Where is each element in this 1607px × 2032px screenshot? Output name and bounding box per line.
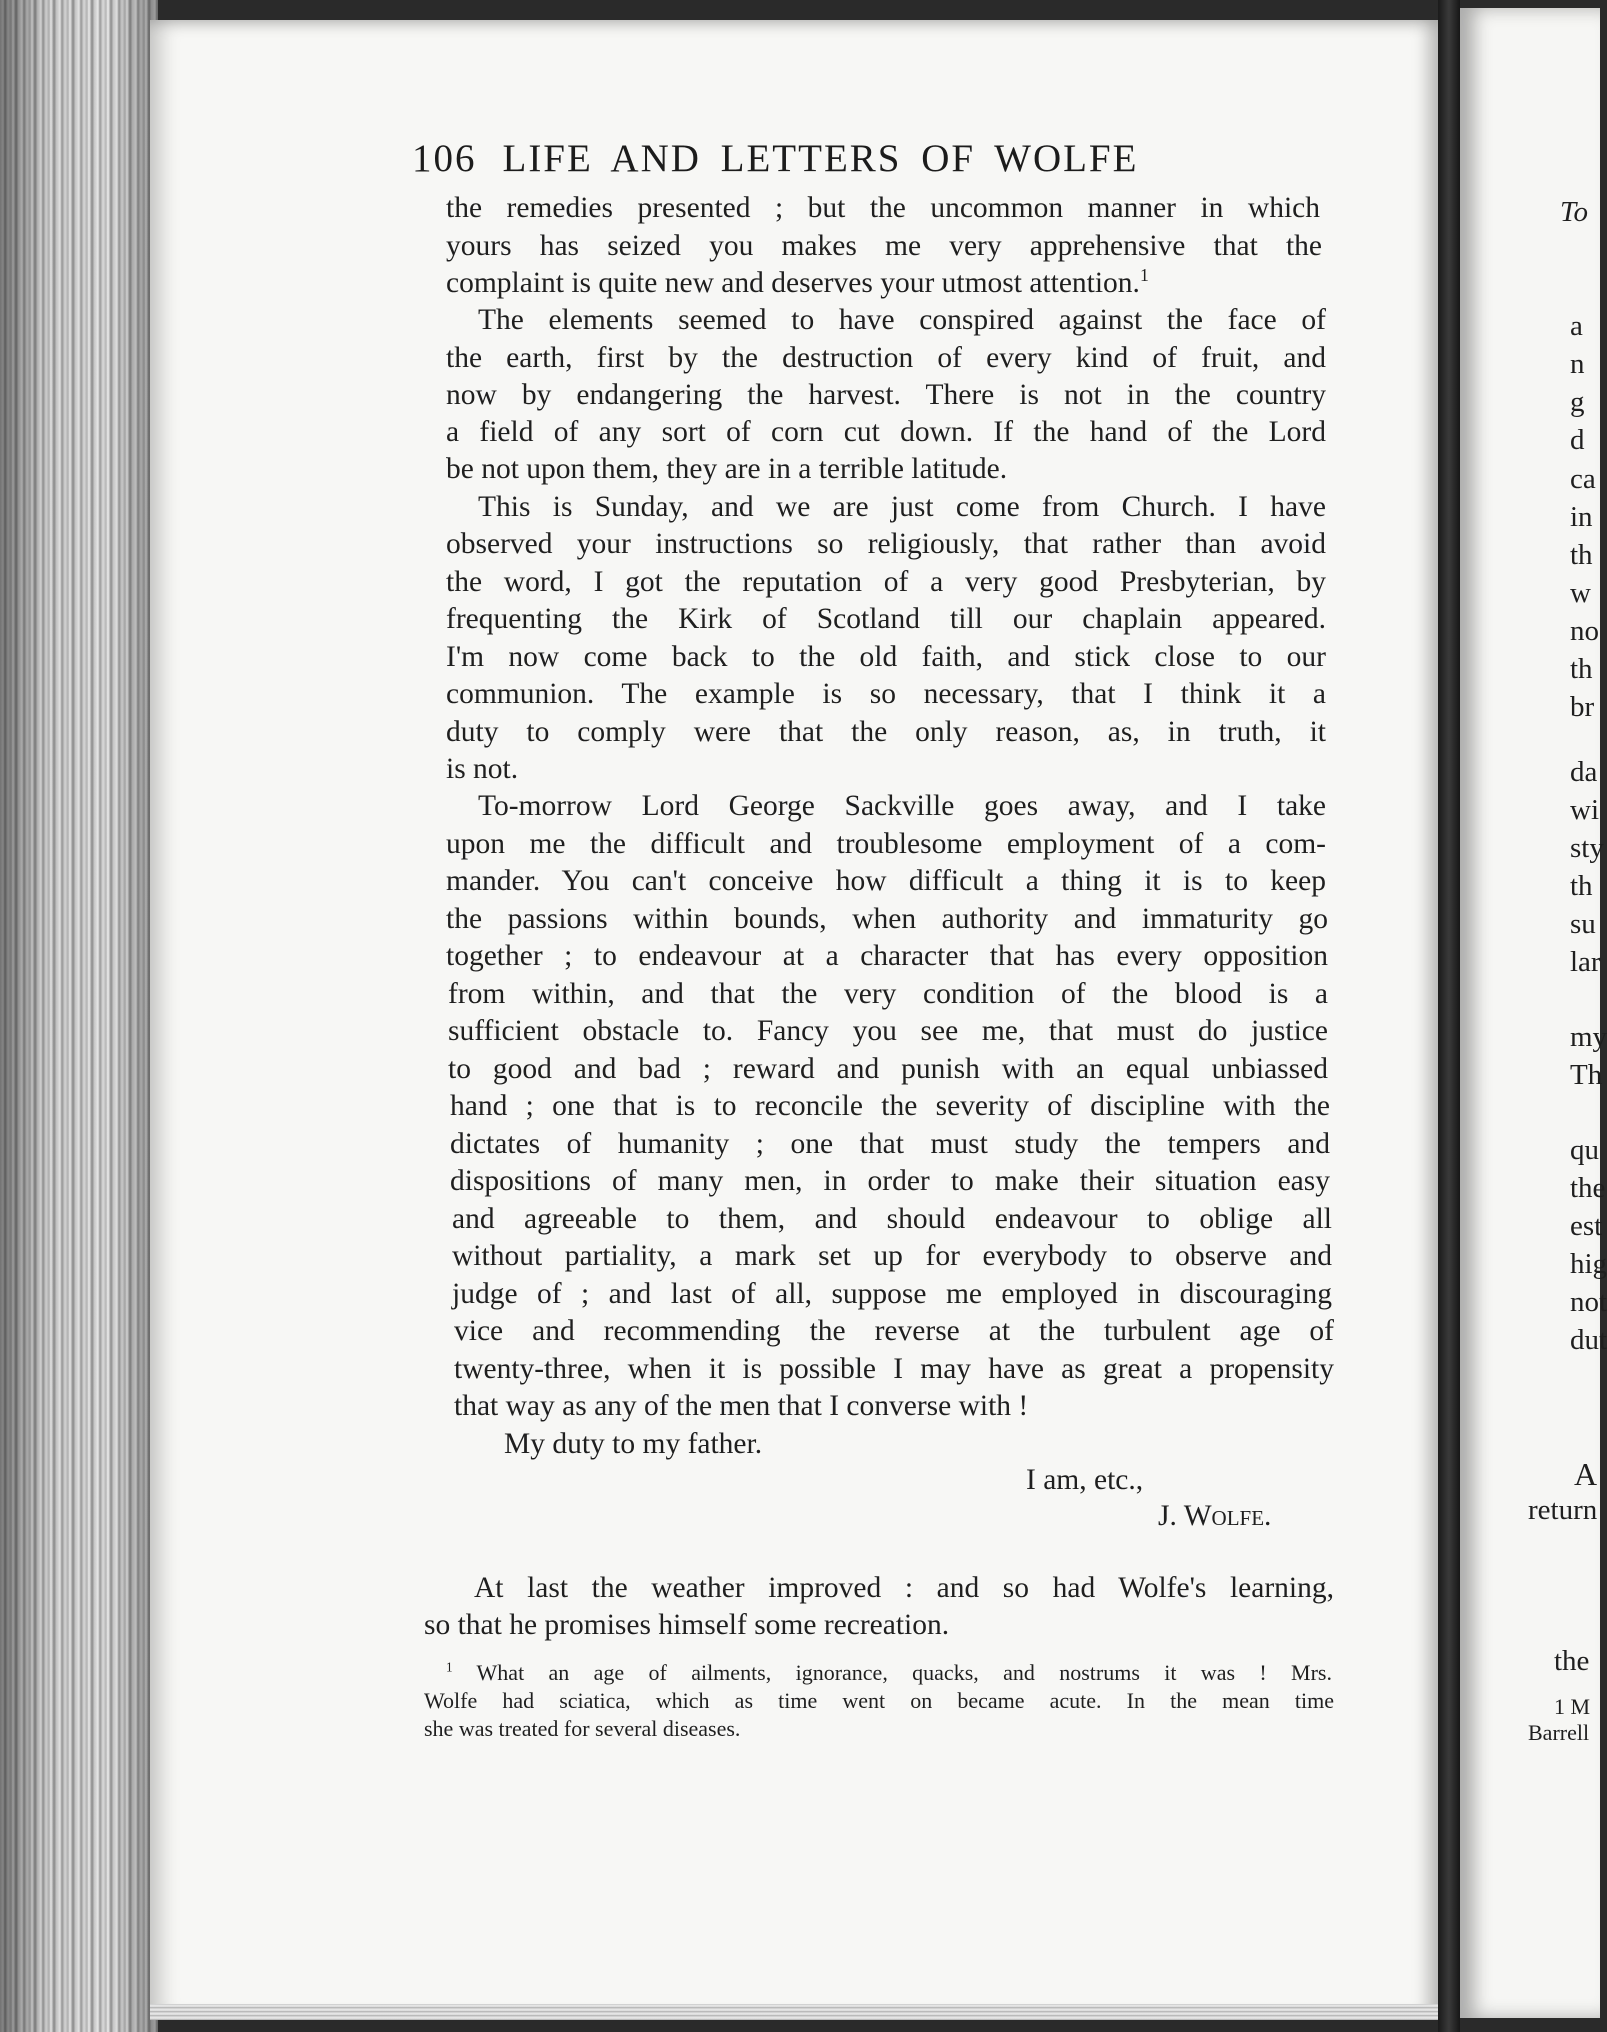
right-page-fragment: d xyxy=(1570,424,1585,456)
right-page-fragment: not xyxy=(1570,1286,1607,1318)
text-line: sufficient obstacle to. Fancy you see me, that must do justice xyxy=(448,1015,1328,1047)
right-page-fragment: the xyxy=(1570,1172,1606,1204)
right-page-fragment: 1 M xyxy=(1554,1694,1591,1719)
text-line: The elements seemed to have conspired against the face of xyxy=(478,304,1326,336)
right-page-fragment: A xyxy=(1574,1456,1598,1492)
right-page-fragment: my xyxy=(1570,1021,1607,1053)
footnote-line: Wolfe had sciatica, which as time went on became acute. In the mean time xyxy=(424,1688,1334,1713)
right-page-fragment: lar xyxy=(1570,946,1601,978)
right-page-fragment: hig xyxy=(1570,1248,1607,1280)
text-line: to good and bad ; reward and punish with an equal unbiassed xyxy=(448,1053,1328,1085)
right-page-fragment: n xyxy=(1570,348,1585,380)
right-page-fragment: Barrell xyxy=(1528,1720,1590,1745)
text-line: a field of any sort of corn cut down. If the hand of the Lord xyxy=(446,416,1326,448)
text-line: This is Sunday, and we are just come from Church. I have xyxy=(478,491,1326,523)
text-line: now by endangering the harvest. There is not in the country xyxy=(446,379,1326,411)
footnote-marker: 1 xyxy=(1139,265,1149,286)
page-bottom-edge xyxy=(150,2004,1438,2020)
text-line: hand ; one that is to reconcile the severity of discipline with the xyxy=(450,1090,1330,1122)
running-head xyxy=(412,136,1282,181)
right-page-fragment: th xyxy=(1570,653,1593,685)
text-line: communion. The example is so necessary, that I think it a xyxy=(446,678,1326,710)
right-page-fragment: ca xyxy=(1570,463,1596,495)
page-edges-shadow xyxy=(0,0,158,2032)
right-page-fragment: in xyxy=(1570,501,1593,533)
text-line: upon me the difficult and troublesome employment of a com- xyxy=(446,828,1326,860)
right-page-fragment: g xyxy=(1570,386,1585,418)
text-line: judge of ; and last of all, suppose me employed in discouraging xyxy=(452,1278,1332,1310)
text-line: mander. You can't conceive how difficult a thing it is to keep xyxy=(446,865,1326,897)
text-line: yours has seized you makes me very apprehensive that the xyxy=(446,230,1322,262)
text-line: and agreeable to them, and should endeavour to oblige all xyxy=(452,1203,1332,1235)
right-page-fragment: the xyxy=(1554,1645,1590,1677)
book-gutter xyxy=(1438,0,1460,2032)
text-line: be not upon them, they are in a terrible latitude. xyxy=(446,453,1008,485)
running-head-title: LIFE AND LETTERS OF WOLFE xyxy=(502,137,1139,180)
footnote-line: $^1$ What an age of ailments, ignorance, quacks, and nostrums it was ! Mrs. xyxy=(446,1659,1332,1685)
text-line: I'm now come back to the old faith, and stick close to our xyxy=(446,641,1326,673)
letter-closing: I am, etc., xyxy=(1026,1464,1144,1496)
right-page-fragment: su xyxy=(1570,908,1596,940)
right-page-fragment: th xyxy=(1570,539,1593,571)
text-line: To-morrow Lord George Sackville goes away, and I take xyxy=(478,790,1326,822)
text-line: the earth, first by the destruction of every kind of fruit, and xyxy=(446,342,1326,374)
right-page-fragment: w xyxy=(1570,577,1591,609)
text-line: the remedies presented ; but the uncommon manner in which xyxy=(446,192,1320,224)
text-line: twenty-three, when it is possible I may have as great a propensity xyxy=(454,1353,1334,1385)
text-line: frequenting the Kirk of Scotland till our chaplain appeared. xyxy=(446,603,1326,635)
right-page-fragment: dut xyxy=(1570,1324,1607,1356)
right-page-fragment: return xyxy=(1528,1494,1598,1526)
right-page-fragment: To xyxy=(1560,196,1588,228)
letter-signature: J. Wolfe. xyxy=(1158,1500,1272,1532)
text-line: complaint is quite new and deserves your utmost attention.$^1$ xyxy=(446,265,1149,299)
text-line: from within, and that the very condition of the blood is a xyxy=(448,978,1328,1010)
text-line: dispositions of many men, in order to make their situation easy xyxy=(450,1165,1330,1197)
text-line: the passions within bounds, when authority and immaturity go xyxy=(446,903,1328,935)
right-page-fragment: sty xyxy=(1570,832,1604,864)
text-line: the word, I got the reputation of a very good Presbyterian, by xyxy=(446,566,1326,598)
right-page-fragment: Th xyxy=(1570,1059,1603,1091)
narrative-line: so that he promises himself some recreation. xyxy=(424,1609,950,1641)
text-line: without partiality, a mark set up for everybody to observe and xyxy=(452,1240,1332,1272)
text-line: observed your instructions so religiously, that rather than avoid xyxy=(446,528,1326,560)
text-line: is not. xyxy=(446,753,519,785)
text-line: that way as any of the men that I converse with ! xyxy=(454,1390,1029,1422)
page-number: 106 xyxy=(412,137,477,180)
text-line: My duty to my father. xyxy=(504,1428,763,1460)
book-page-right xyxy=(1460,8,1607,2018)
text-line: duty to comply were that the only reason, as, in truth, it xyxy=(446,716,1326,748)
right-page-fragment: no xyxy=(1570,615,1599,647)
right-page-fragment: th xyxy=(1570,870,1593,902)
right-page-fragment: wi xyxy=(1570,794,1599,826)
right-page-fragment: qu xyxy=(1570,1134,1599,1166)
narrative-line: At last the weather improved : and so had Wolfe's learning, xyxy=(474,1572,1334,1604)
right-page-fragment: da xyxy=(1570,756,1598,788)
text-line: vice and recommending the reverse at the turbulent age of xyxy=(454,1315,1334,1347)
right-page-fragment: est xyxy=(1570,1210,1603,1242)
right-page-fragment: br xyxy=(1570,691,1595,723)
text-line: together ; to endeavour at a character that has every opposition xyxy=(446,940,1328,972)
text-line: dictates of humanity ; one that must study the tempers and xyxy=(450,1128,1330,1160)
right-page-fragment: a xyxy=(1570,310,1583,342)
footnote-line: she was treated for several diseases. xyxy=(424,1716,741,1741)
